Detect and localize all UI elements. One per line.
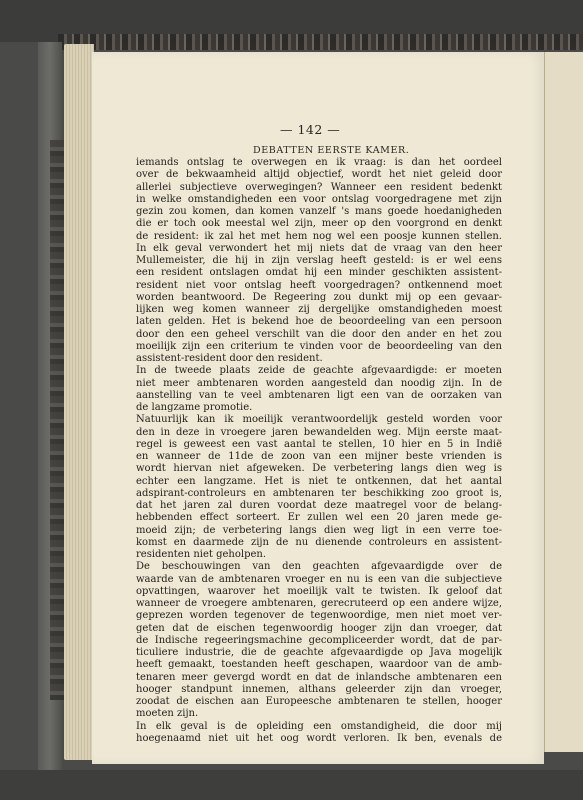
text-line: hoegenaamd niet uit het oog wordt verloren. Ik ben, evenals de xyxy=(136,732,502,744)
text-line: In elk geval is de opleiding een omstandigheid, die door mij xyxy=(136,720,502,732)
text-line: opvattingen, waarover het moeilijk valt te twisten. Ik geloof dat xyxy=(136,585,502,597)
text-line: hebbenden effect sorteert. Er zullen wel een 20 jaren mede ge- xyxy=(136,512,502,524)
text-line: komst en daarmede zijn de nu dienende controleurs en assistent- xyxy=(136,536,502,548)
text-line: en wanneer de 11de de zoon van een mijner beste vrienden is xyxy=(136,451,502,462)
text-line: lijken weg komen wanneer zij dergelijke omstandigheden moest xyxy=(136,304,502,315)
text-line: zoodat de eischen aan Europeesche ambtenaren te stellen, hooger xyxy=(136,696,502,707)
facing-page-edge xyxy=(544,52,583,752)
text-line: moeid zijn; de verbetering langs dien weg ligt in een verre toe- xyxy=(136,524,502,536)
text-line: moeilijk zijn een criterium te vinden voor de beoordeeling van den xyxy=(136,340,502,352)
text-line: geten dat de eischen tegenwoordig hooger zijn dan vroeger, dat xyxy=(136,622,502,634)
text-line: de langzame promotie. xyxy=(136,402,253,413)
binding-edge xyxy=(50,140,64,700)
text-line: moeten zijn. xyxy=(136,708,199,720)
text-line: Natuurlijk kan ik moeilijk verantwoordelijk gesteld worden voor xyxy=(136,414,502,426)
page-number: — 142 — xyxy=(280,122,341,137)
text-line: In elk geval verwondert het mij niets dat de vraag van den heer xyxy=(136,242,502,254)
text-line: De beschouwingen van den geachten afgevaardigde over de xyxy=(136,561,502,573)
text-line: assistent-resident door den resident. xyxy=(136,353,323,364)
text-line: een resident ontslagen omdat hij een minder geschikten assistent- xyxy=(136,267,502,279)
text-line: niet meer ambtenaren worden aangesteld dan noodig zijn. In de xyxy=(136,377,502,389)
text-line: gezin zou komen, dan komen vanzelf 's mans goede hoedanigheden xyxy=(136,206,502,217)
running-head: DEBATTEN EERSTE KAMER. xyxy=(253,145,410,156)
text-line: tenaren meer gevergd wordt en dat de inlandsche ambtenaren een xyxy=(136,671,502,683)
text-line: ticuliere industrie, die de geachte afgevaardigde op Java mogelijk xyxy=(136,647,502,658)
text-line: laten gelden. Het is bekend hoe de beoordeeling van een persoon xyxy=(136,316,502,328)
page-stack-edges xyxy=(64,44,94,760)
text-line: In de tweede plaats zeide de geachte afgevaardigde: er moeten xyxy=(136,365,502,377)
text-line: regel is geweest een vast aantal te stellen, 10 hier en 5 in Indië xyxy=(136,438,502,450)
text-line: wordt hiervan niet afgeweken. De verbetering langs dien weg is xyxy=(136,463,502,475)
text-line: waarde van de ambtenaren vroeger en nu is een van die subjectieve xyxy=(136,573,502,585)
text-line: wanneer de vroegere ambtenaren, gerecruteerd op een andere wijze, xyxy=(136,598,502,609)
text-line: Mullemeister, die hij in zijn verslag heeft gesteld: is er wel eens xyxy=(136,255,502,266)
text-line: den in deze in vroegere jaren bewandelden weg. Mijn eerste maat- xyxy=(136,426,502,438)
text-line: over de bekwaamheid altijd objectief, wordt het niet geleid door xyxy=(136,169,502,181)
text-line: iemands ontslag te overwegen en ik vraag: is dan het oordeel xyxy=(136,157,502,168)
text-line: in welke omstandigheden een voor ontslag voorgedragene met zijn xyxy=(136,193,502,205)
text-line: aanstelling van te veel ambtenaren ligt een van de oorzaken van xyxy=(136,389,502,401)
text-line: hooger standpunt innemen, althans geleerder zijn dan vroeger, xyxy=(136,683,502,695)
text-line: dat het jaren zal duren voordat deze maatregel voor de belang- xyxy=(136,500,502,511)
text-line: worden beantwoord. De Regeering zou dunkt mij op een gevaar- xyxy=(136,291,502,303)
marbled-cover-edge xyxy=(58,34,583,50)
text-line: door den een geheel verschilt van die door den ander en het zou xyxy=(136,328,502,340)
text-line: geprezen worden tegenover de tegenwoordige, men niet moet ver- xyxy=(136,610,502,622)
text-line: residenten niet geholpen. xyxy=(136,549,267,560)
text-line: de Indische regeeringsmachine gecompliceerder wordt, dat de par- xyxy=(136,634,502,646)
scan-background-bottom xyxy=(0,770,583,800)
text-line: allerlei subjectieve overwegingen? Wanneer een resident bedenkt xyxy=(136,181,502,193)
text-line: echter een langzame. Het is niet te ontkennen, dat het aantal xyxy=(136,475,502,487)
text-line: resident niet voor ontslag heeft voorgedragen? ontkennend moet xyxy=(136,279,502,291)
text-line: heeft gemaakt, toestanden heeft geschapen, waardoor van de amb- xyxy=(136,659,502,671)
text-line: die er toch ook meestal wel zijn, meer op den voorgrond en denkt xyxy=(136,218,502,230)
body-text xyxy=(136,157,502,745)
text-line: adspirant-controleurs en ambtenaren ter beschikking zoo groot is, xyxy=(136,487,502,499)
text-line: de resident: ik zal het met hem nog wel een poosje kunnen stellen. xyxy=(136,230,502,242)
